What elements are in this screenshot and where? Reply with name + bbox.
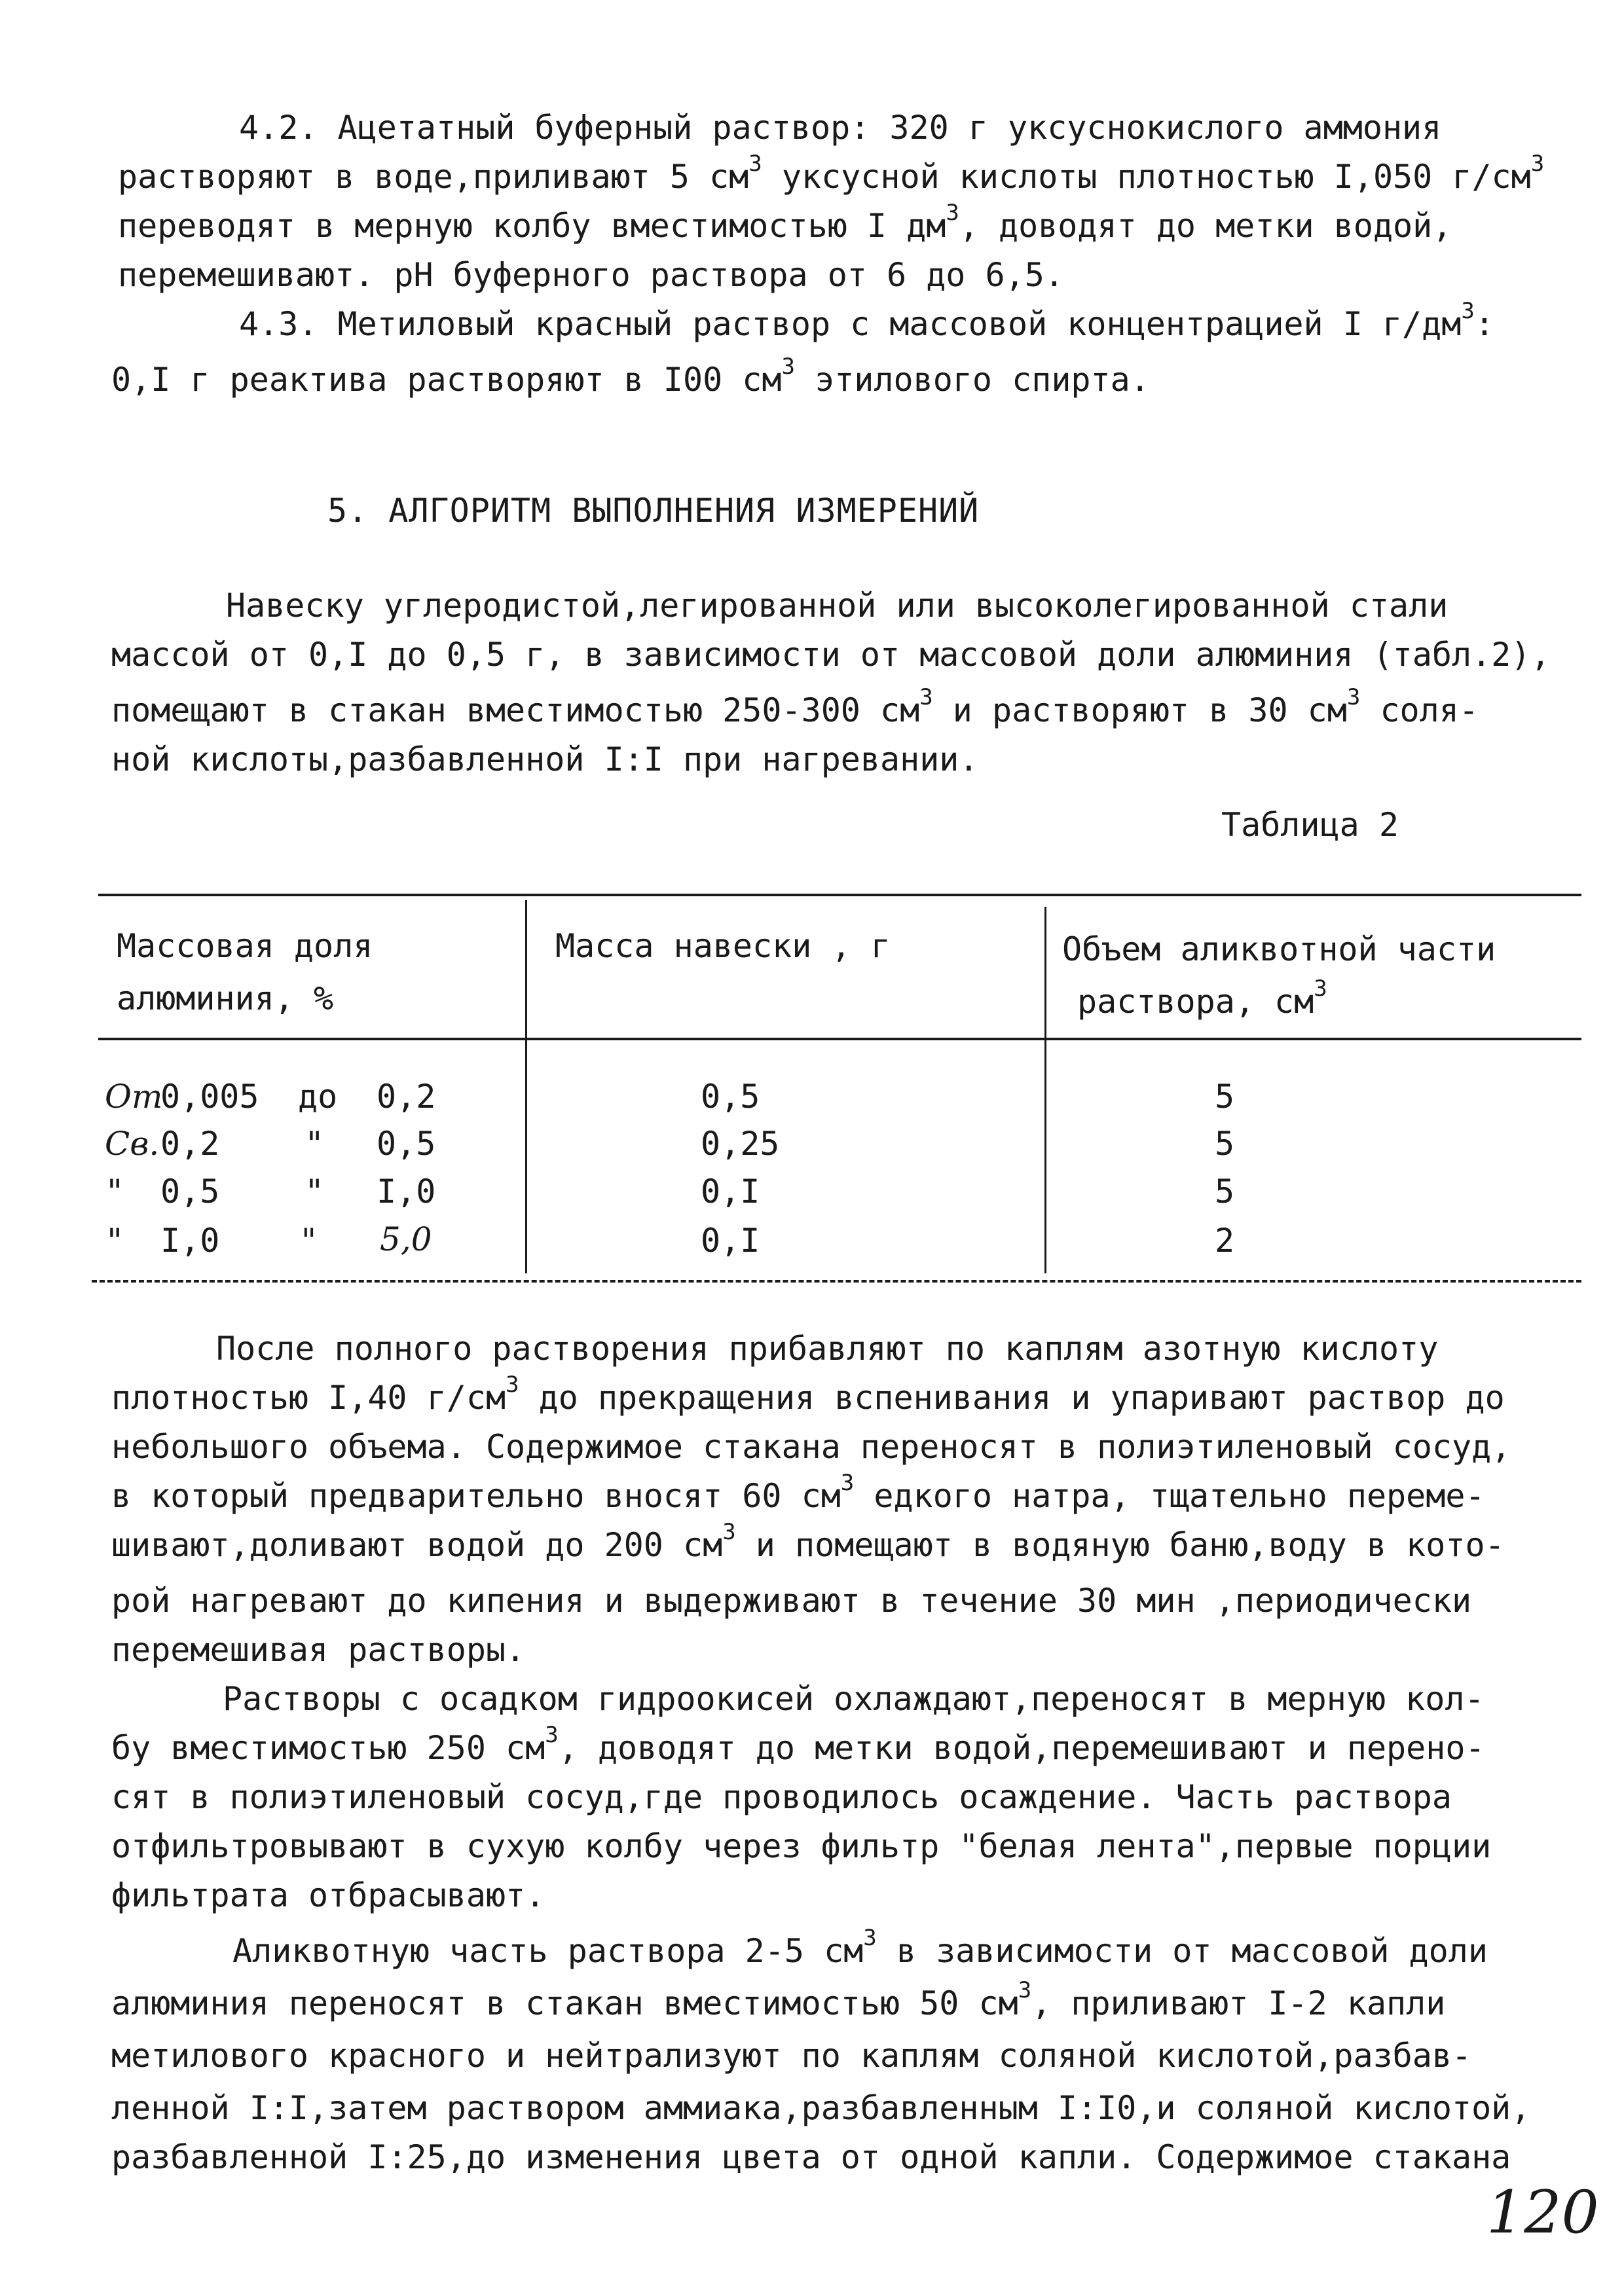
row-mass: 0,I [701,1173,760,1211]
row-mass: 0,25 [701,1125,780,1163]
row-mass: 0,I [701,1222,760,1260]
table-top-rule [98,894,1581,896]
intro-line4: ной кислоты,разбавленной I:I при нагревании. [111,740,979,778]
intro-line2: массой от 0,I до 0,5 г, в зависимости от массовой доли алюминия (табл.2), [111,636,1551,674]
p2-line4: отфильтровывают в сухую колбу через фильтр "белая лента",первые порции [111,1827,1492,1865]
header-mass-fraction-line1: Массовая доля [117,927,373,965]
row-to: 0,5 [377,1125,436,1163]
after-line4: в который предварительно вносят 60 $см^3$ едкого натра, тщательно переме- [111,1470,1485,1515]
row-aliquot: 5 [1215,1078,1235,1116]
p3-line4: ленной I:I,затем раствором аммиака,разбавленным I:I0,и соляной кислотой, [111,2089,1531,2127]
p42-line1: 4.2. Ацетатный буферный раствор: 320 г уксуснокислого аммония [239,109,1442,147]
row-aliquot: 5 [1215,1125,1235,1163]
row-aliquot: 5 [1215,1173,1235,1211]
p42-line3: переводят в мерную колбу вместимостью I $дм^3$, доводят до метки водой, [118,200,1452,245]
row-to: 5,0 [380,1220,432,1258]
row-prefix: Св. [105,1125,160,1163]
table-bottom-rule [92,1280,1581,1283]
table-header-rule [98,1038,1581,1040]
intro-line3: помещают в стакан вместимостью 250-300 $см^3$ и растворяют в 30 $см^3$ соля- [111,684,1479,729]
row-from: 0,5 [160,1173,220,1211]
row-aliquot: 2 [1215,1222,1235,1260]
p43-line1: 4.3. Метиловый красный раствор с массовой концентрацией I $г/дм^3$: [239,298,1494,343]
p42-line2: растворяют в воде,приливают 5 $см^3$ уксусной кислоты плотностью I,050 $г/см^3$ [118,151,1545,196]
p3-line2: алюминия переносят в стакан вместимостью 50 $см^3$, приливают I-2 капли [111,1977,1446,2022]
header-sample-mass: Масса навески , г [555,927,891,965]
p2-line3: сят в полиэтиленовый сосуд,где проводилось осаждение. Часть раствора [111,1778,1452,1816]
row-sep: " [304,1125,325,1163]
header-mass-fraction-line2: алюминия, % [117,979,334,1017]
p3-line5: разбавленной I:25,до изменения цвета от одной капли. Содержимое стакана [111,2138,1511,2176]
row-prefix: От [105,1078,163,1116]
after-line5: шивают,доливают водой до 200 $см^3$ и помещают в водяную баню,воду в кото- [111,1519,1505,1564]
row-to: 0,2 [377,1078,436,1116]
row-sep: " [301,1222,316,1260]
row-sep: " [304,1173,325,1211]
intro-line1: Навеску углеродистой,легированной или высоколегированной стали [226,587,1449,625]
row-from: 0,2 [160,1125,220,1163]
row-from: I,0 [160,1222,220,1260]
p3-line3: метилового красного и нейтрализуют по каплям соляной кислотой,разбав- [111,2037,1472,2075]
p2-line5: фильтрата отбрасывают. [111,1876,545,1914]
p43-line2: 0,I г реактива растворяют в I00 $см^3$ этилового спирта. [111,354,1150,399]
p42-line4: перемешивают. pH буферного раствора от 6 до 6,5. [118,256,1064,294]
after-line7: перемешивая растворы. [111,1631,526,1669]
after-line2: плотностью I,40 $г/см^3$ до прекращения вспенивания и упаривают раствор до [111,1372,1505,1417]
row-sep: до [298,1078,338,1116]
after-line6: рой нагревают до кипения и выдерживают в течение 30 мин ,периодически [111,1582,1472,1620]
p3-line1: Аликвотную часть раствора 2-5 $см^3$ в зависимости от массовой доли [232,1925,1488,1970]
table-caption: Таблица 2 [1221,806,1399,844]
table-col-divider-1 [525,900,527,1273]
row-to: I,0 [377,1173,436,1211]
table-col-divider-2 [1044,907,1046,1273]
p2-line1: Растворы с осадком гидроокисей охлаждают,переносят в мерную кол- [223,1680,1485,1718]
row-prefix: " [105,1222,125,1260]
after-line1: После полного растворения прибавляют по каплям азотную кислоту [216,1330,1439,1368]
row-from: 0,005 [160,1078,259,1116]
section-heading: 5. АЛГОРИТМ ВЫПОЛНЕНИЯ ИЗМЕРЕНИЙ [327,492,980,530]
header-aliquot-line2: раствора, $см^3$ [1077,975,1327,1021]
row-prefix: " [105,1173,125,1211]
row-mass: 0,5 [701,1078,760,1116]
p2-line2: бу вместимостью 250 $см^3$, доводят до метки водой,перемешивают и перено- [111,1722,1485,1767]
after-line3: небольшого объема. Содержимое стакана переносят в полиэтиленовый сосуд, [111,1428,1511,1466]
header-aliquot-line1: Объем аликвотной части [1062,930,1496,968]
page-number: 120 [1486,2178,1599,2247]
